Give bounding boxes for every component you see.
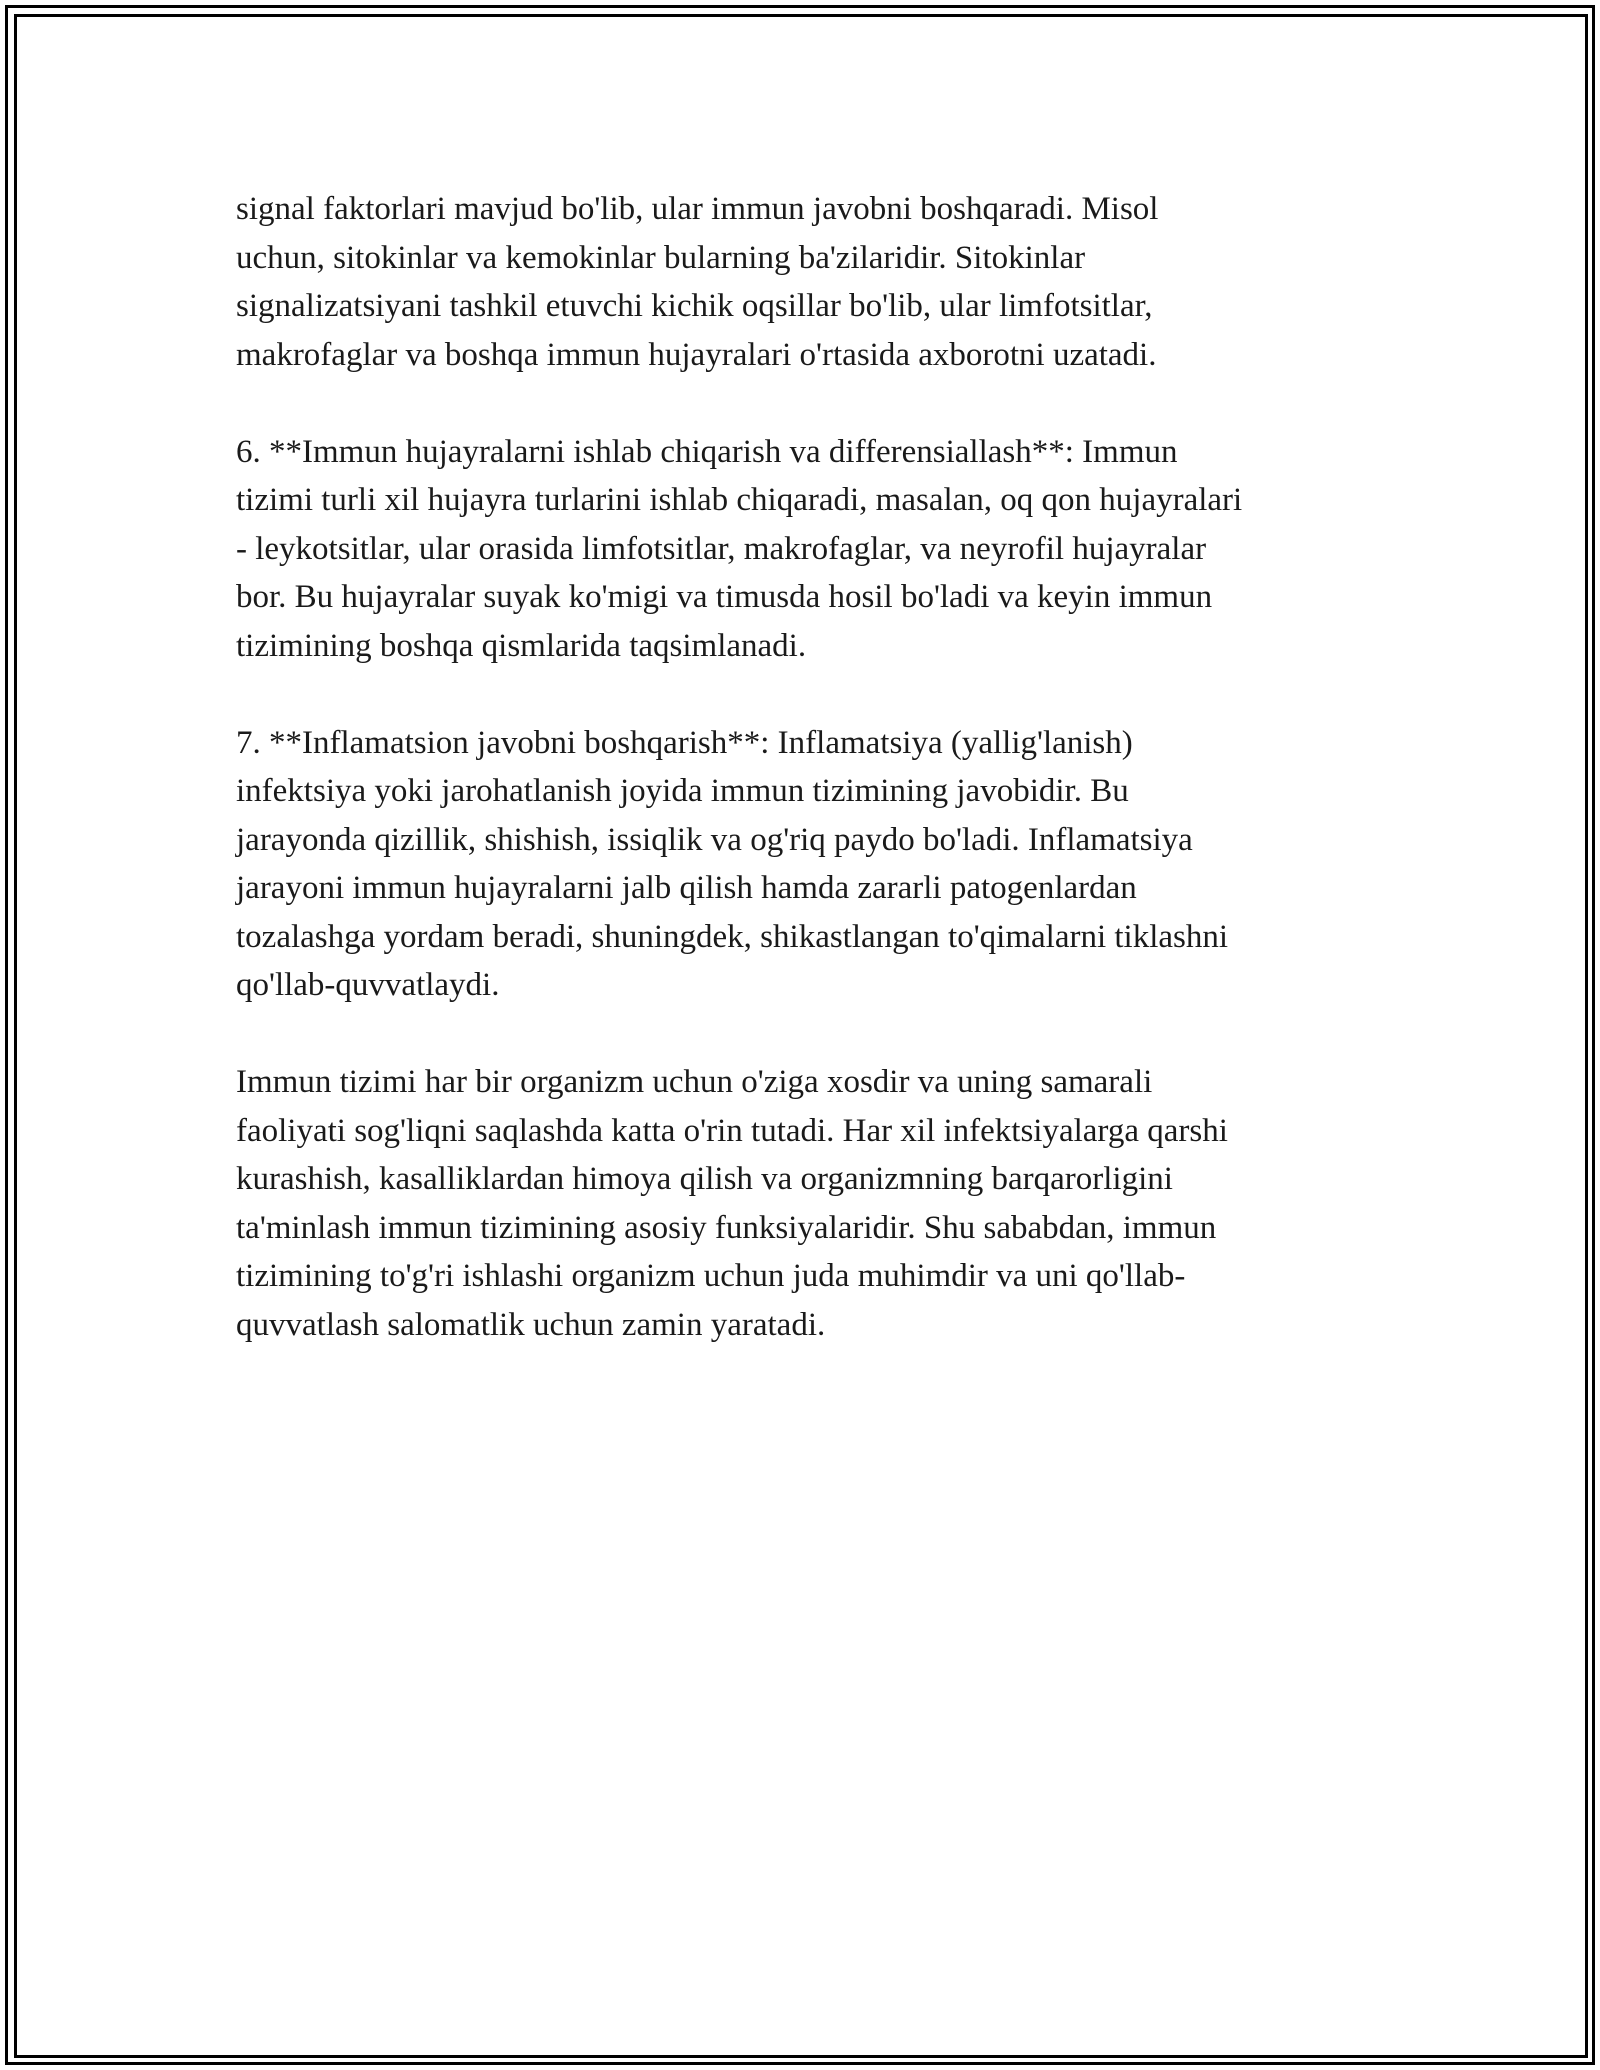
text-line: jarayonda qizillik, shishish, issiqlik va og'riq paydo bo'ladi. Inflamatsiya — [236, 821, 1193, 858]
paragraph-item-7 — [236, 719, 1376, 1010]
text-line: tizimining to'g'ri ishlashi organizm uchun juda muhimdir va uni qo'llab- — [236, 1258, 1186, 1294]
text-line: signalizatsiyani tashkil etuvchi kichik oqsillar bo'lib, ular limfotsitlar, — [236, 288, 1153, 324]
paragraph-signal-factors — [236, 185, 1376, 379]
text-line: qo'llab-quvvatlaydi. — [236, 967, 500, 1003]
text-line: bor. Bu hujayralar suyak ko'migi va timusda hosil bo'ladi va keyin immun — [236, 579, 1213, 615]
text-line: kurashish, kasalliklardan himoya qilish va organizmning barqarorligini — [236, 1161, 1173, 1197]
text-line: infektsiya yoki jarohatlanish joyida immun tizimining javobidir. Bu — [236, 773, 1129, 809]
paragraph-conclusion — [236, 1058, 1376, 1349]
text-line: 6. **Immun hujayralarni ishlab chiqarish va differensiallash**: Immun — [236, 433, 1178, 470]
text-line: makrofaglar va boshqa immun hujayralari o'rtasida axborotni uzatadi. — [236, 336, 1157, 373]
text-line: uchun, sitokinlar va kemokinlar bularning ba'zilaridir. Sitokinlar — [236, 239, 1086, 276]
text-line: tizimining boshqa qismlarida taqsimlanadi. — [236, 627, 807, 664]
text-line: quvvatlash salomatlik uchun zamin yaratadi. — [236, 1306, 826, 1343]
text-line: tozalashga yordam beradi, shuningdek, shikastlangan to'qimalarni tiklashni — [236, 918, 1229, 955]
document-body — [236, 185, 1376, 1398]
text-line: 7. **Inflamatsion javobni boshqarish**: Inflamatsiya (yallig'lanish) — [236, 724, 1133, 761]
paragraph-item-6 — [236, 428, 1376, 671]
text-line: - leykotsitlar, ular orasida limfotsitlar, makrofaglar, va neyrofil hujayralar — [236, 530, 1207, 567]
text-line: tizimi turli xil hujayra turlarini ishlab chiqaradi, masalan, oq qon hujayralari — [236, 482, 1243, 518]
text-line: jarayoni immun hujayralarni jalb qilish hamda zararli patogenlardan — [236, 870, 1137, 906]
text-line: faoliyati sog'liqni saqlashda katta o'rin tutadi. Har xil infektsiyalarga qarshi — [236, 1112, 1228, 1149]
text-line: ta'minlash immun tizimining asosiy funksiyalaridir. Shu sababdan, immun — [236, 1209, 1217, 1246]
text-line: Immun tizimi har bir organizm uchun o'ziga xosdir va uning samarali — [236, 1064, 1153, 1100]
text-line: signal faktorlari mavjud bo'lib, ular immun javobni boshqaradi. Misol — [236, 191, 1159, 227]
